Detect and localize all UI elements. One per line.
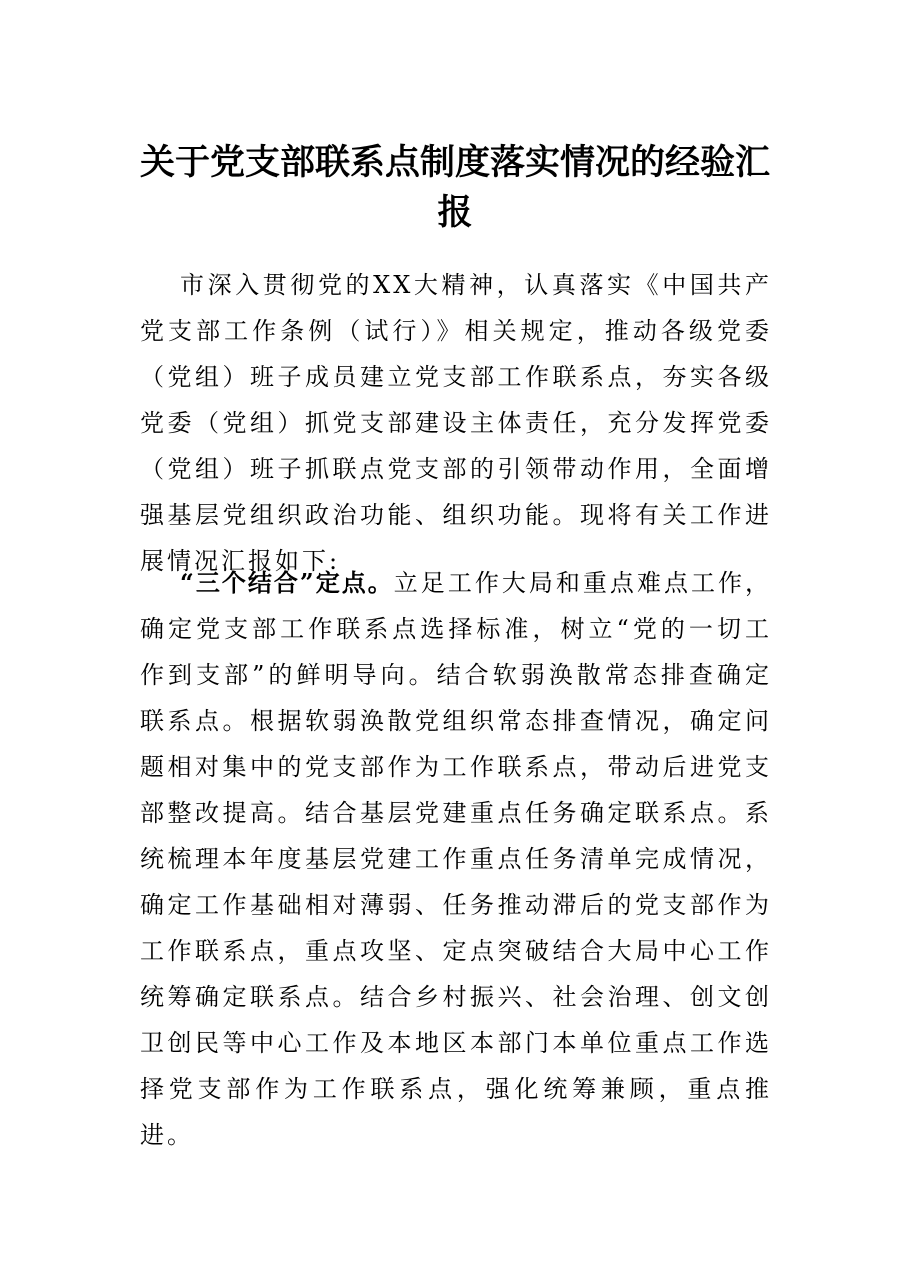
paragraph-three-combinations [140, 560, 772, 1158]
paragraph-intro [140, 262, 772, 584]
paragraph-lead-heading: “三个结合”定点。 [180, 568, 394, 597]
paragraph-intro-text: 市深入贯彻党的XX大精神，认真落实《中国共产党支部工作条例（试行）》相关规定，推动各级党委（党组）班子成员建立党支部工作联系点，夯实各级党委（党组）抓党支部建设主体责任，充分发挥党委（党组）班子抓联点党支部的引领带动作用，全面增强基层党组织政治功能、组织功能。现将有关工作进展情况汇报如下: [140, 271, 772, 575]
paragraph-three-combinations-text: 立足工作大局和重点难点工作，确定党支部工作联系点选择标准，树立“党的一切工作到支部”的鲜明导向。结合软弱涣散常态排查确定联系点。根据软弱涣散党组织常态排查情况，确定问题相对集中的党支部作为工作联系点，带动后进党支部整改提高。结合基层党建重点任务确定联系点。系统梳理本年度基层党建工作重点任务清单完成情况，确定工作基础相对薄弱、任务推动滞后的党支部作为工作联系点，重点攻坚、定点突破结合大局中心工作统筹确定联系点。结合乡村振兴、社会治理、创文创卫创民等中心工作及本地区本部门本单位重点工作选择党支部作为工作联系点，强化统筹兼顾，重点推进。 [140, 569, 773, 1149]
document-title: 关于党支部联系点制度落实情况的经验汇报 [139, 142, 770, 233]
